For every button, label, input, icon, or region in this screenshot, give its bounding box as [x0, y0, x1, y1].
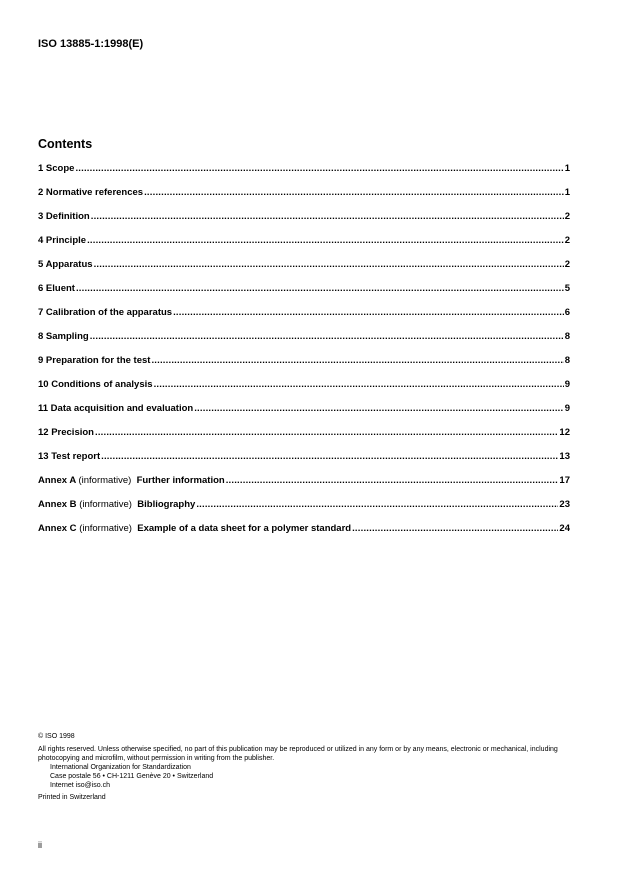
document-id: ISO 13885-1:1998(E) — [38, 38, 144, 50]
annex-prefix: Annex A — [38, 475, 76, 486]
toc-entry-definition[interactable]: 3 Definition ..... 2 — [38, 211, 570, 235]
toc-entry-conditions[interactable]: 10 Conditions of analysis ..... 9 — [38, 379, 570, 403]
annex-type: (informative) — [78, 475, 132, 486]
copyright-notice — [38, 732, 578, 802]
table-of-contents — [38, 163, 570, 547]
annex-type: (informative) — [79, 523, 132, 534]
toc-entry-annex-a[interactable]: Annex A (informative) Further information ..... 17 — [38, 475, 570, 499]
organization-name: International Organization for Standardization — [50, 764, 191, 771]
page-number: ii — [38, 840, 42, 850]
annex-prefix: Annex C — [38, 523, 77, 534]
copyright-line: © ISO 1998 — [38, 733, 75, 740]
toc-entry-principle[interactable]: 4 Principle ..... 2 — [38, 235, 570, 259]
toc-entry-precision[interactable]: 12 Precision ..... 12 — [38, 427, 570, 451]
toc-entry-normative-references[interactable]: 2 Normative references ..... 1 — [38, 187, 570, 211]
annex-title: Example of a data sheet for a polymer standard — [137, 523, 352, 534]
toc-entry-data-acquisition[interactable]: 11 Data acquisition and evaluation ..... 9 — [38, 403, 570, 427]
toc-entry-annex-c[interactable]: Annex C (informative) Example of a data sheet for a polymer standard ..... 24 — [38, 523, 570, 547]
toc-entry-calibration[interactable]: 7 Calibration of the apparatus ..... 6 — [38, 307, 570, 331]
toc-entry-preparation[interactable]: 9 Preparation for the test ..... 8 — [38, 355, 570, 379]
toc-entry-eluent[interactable]: 6 Eluent ..... 5 — [38, 283, 570, 307]
annex-type: (informative) — [79, 499, 132, 510]
rights-statement: All rights reserved. Unless otherwise specified, no part of this publication may be reproduced or utilized in any form or by any means, electronic or mechanical, including photocopying and microfilm, without permission in writing from the publisher. — [38, 746, 558, 762]
annex-title: Further information — [136, 475, 225, 486]
toc-entry-scope[interactable]: 1 Scope ..... 1 — [38, 163, 570, 187]
contents-title: Contents — [38, 137, 93, 151]
annex-prefix: Annex B — [38, 499, 77, 510]
toc-entry-annex-b[interactable]: Annex B (informative) Bibliography ..... 23 — [38, 499, 570, 523]
toc-entry-test-report[interactable]: 13 Test report ..... 13 — [38, 451, 570, 475]
toc-entry-sampling[interactable]: 8 Sampling ..... 8 — [38, 331, 570, 355]
organization-address: Case postale 56 • CH-1211 Genève 20 • Switzerland — [50, 773, 214, 780]
organization-internet: Internet iso@iso.ch — [50, 782, 111, 789]
toc-entry-apparatus[interactable]: 5 Apparatus ..... 2 — [38, 259, 570, 283]
annex-title: Bibliography — [137, 499, 196, 510]
printed-location: Printed in Switzerland — [38, 794, 106, 801]
